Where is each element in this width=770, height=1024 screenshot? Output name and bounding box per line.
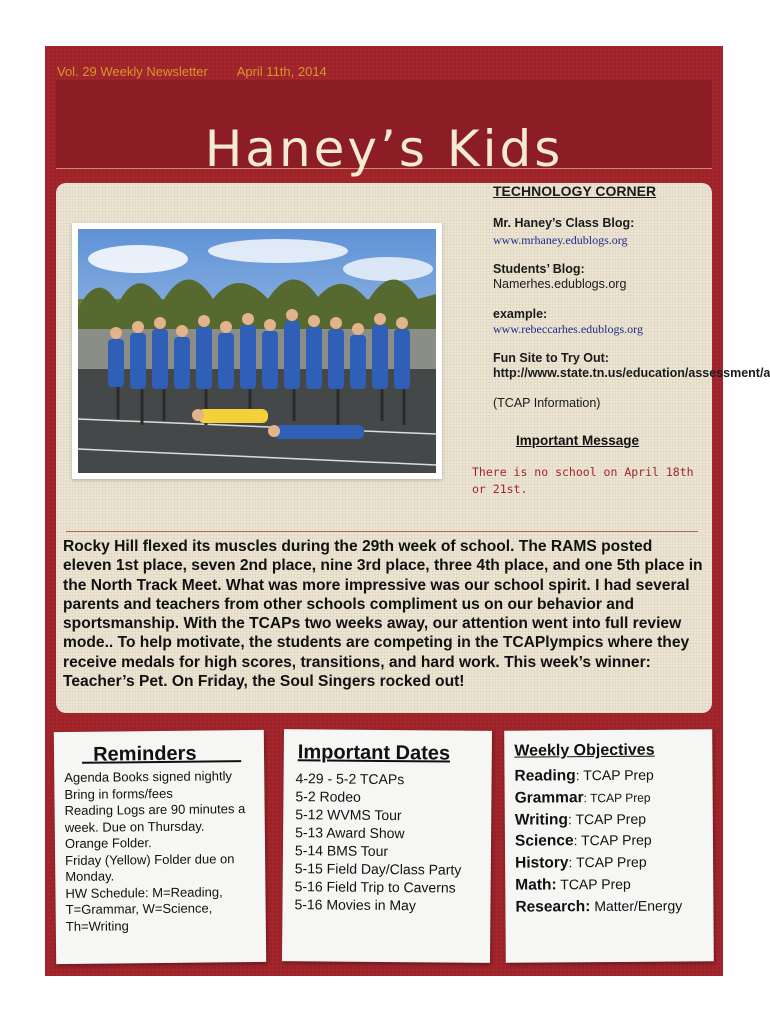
section-divider	[66, 531, 698, 532]
important-dates-heading: Important Dates	[297, 741, 451, 765]
reminders-list	[64, 768, 261, 935]
reminders-heading: _Reminders____	[81, 742, 242, 766]
title-band	[56, 80, 712, 178]
reminders-note	[54, 730, 266, 964]
objective-subject: Math:	[515, 876, 557, 894]
fun-site-label: Fun Site to Try Out:	[493, 351, 609, 365]
date-item: 5-15 Field Day/Class Party	[294, 860, 462, 878]
reminder-item: Bring in forms/fees	[64, 785, 173, 802]
important-message-text: There is no school on April 18th or 21st.	[472, 465, 694, 496]
class-blog-label: Mr. Haney’s Class Blog:	[493, 216, 635, 230]
objective-item	[515, 808, 682, 831]
objective-topic: TCAP Prep	[556, 875, 631, 893]
objective-subject: Grammar	[514, 788, 584, 807]
reminder-item: Orange Folder.	[64, 835, 152, 851]
reminder-item: Agenda Books signed nightly	[64, 768, 233, 785]
objective-topic: : TCAP Prep	[568, 853, 647, 871]
masthead-meta	[57, 64, 353, 79]
objective-subject: Reading	[514, 767, 576, 785]
objective-item	[515, 895, 682, 918]
fun-site-link[interactable]: http://www.state.tn.us/education/assessment/a	[493, 366, 770, 380]
important-dates-note	[282, 729, 492, 963]
class-blog-link[interactable]: www.mrhaney.edublogs.org	[493, 233, 628, 247]
weekly-objectives-list	[514, 764, 682, 918]
weekly-objectives-note	[504, 729, 714, 962]
reminder-item: Friday (Yellow) Folder due on Monday.	[65, 850, 235, 884]
objective-subject: Research:	[515, 897, 591, 916]
objective-item	[515, 830, 682, 853]
date-item: 5-16 Field Trip to Caverns	[294, 878, 456, 896]
newsletter-title: Haney’s Kids	[204, 120, 564, 178]
example-link[interactable]: www.rebeccarhes.edublogs.org	[493, 322, 643, 336]
date-item: 4-29 - 5-2 TCAPs	[295, 770, 405, 788]
issue-date: April 11th, 2014	[236, 64, 327, 79]
important-dates-list	[294, 769, 462, 914]
objective-topic: : TCAP Prep	[575, 766, 654, 784]
main-content-card	[56, 183, 770, 713]
objective-item	[515, 786, 682, 809]
objective-item	[514, 764, 681, 787]
reminder-item: HW Schedule: M=Reading, T=Grammar, W=Science, Th=Writing	[65, 883, 223, 934]
example-label: example:	[493, 307, 548, 321]
objective-item	[515, 852, 682, 875]
fun-site-note: (TCAP Information)	[493, 396, 601, 410]
weekly-story: Rocky Hill flexed its muscles during the 29th week of school. The RAMS posted eleven 1st place, seven 2nd place, nine 3rd place, three 4th place, and one 5th place in the North Track Meet. What was more impressive was our school spirit. I had several parents and teachers from other schools compliment us on our behavior and sportsmanship. With the TCAPs two weeks away, our attention went into full review mode.. To help motivate, the students are competing in the TCAPlympics where they receive medals for high scores, transitions, and hard work. This week’s winner: Teacher’s Pet. On Friday, the Soul Singers rocked out!	[63, 538, 703, 691]
class-photo	[72, 223, 442, 479]
class-photo-image	[78, 229, 436, 473]
weekly-objectives-heading: Weekly Objectives	[514, 741, 655, 760]
date-item: 5-2 Rodeo	[295, 788, 361, 805]
important-message-heading: Important Message	[516, 433, 640, 448]
objective-topic: Matter/Energy	[590, 897, 683, 914]
students-blog-label: Students’ Blog:	[493, 262, 585, 276]
objective-topic: : TCAP Prep	[567, 810, 647, 827]
objective-item	[515, 873, 682, 896]
objective-topic: : TCAP Prep	[573, 832, 652, 849]
objective-subject: Science	[514, 832, 574, 851]
date-item: 5-13 Award Show	[295, 824, 405, 842]
date-item: 5-16 Movies in May	[294, 896, 416, 914]
objective-topic: : TCAP Prep	[583, 790, 651, 805]
volume-label: Vol. 29 Weekly Newsletter	[57, 64, 208, 79]
objective-subject: Writing	[514, 810, 568, 829]
reminder-item: Reading Logs are 90 minutes a week. Due on Thursday.	[64, 801, 246, 835]
date-item: 5-14 BMS Tour	[294, 842, 389, 860]
objective-subject: History	[515, 854, 569, 872]
students-blog-value: Namerhes.edublogs.org	[493, 277, 627, 291]
newsletter-page	[45, 46, 770, 976]
date-item: 5-12 WVMS Tour	[295, 806, 402, 824]
technology-corner-heading: TECHNOLOGY CORNER	[493, 183, 657, 199]
